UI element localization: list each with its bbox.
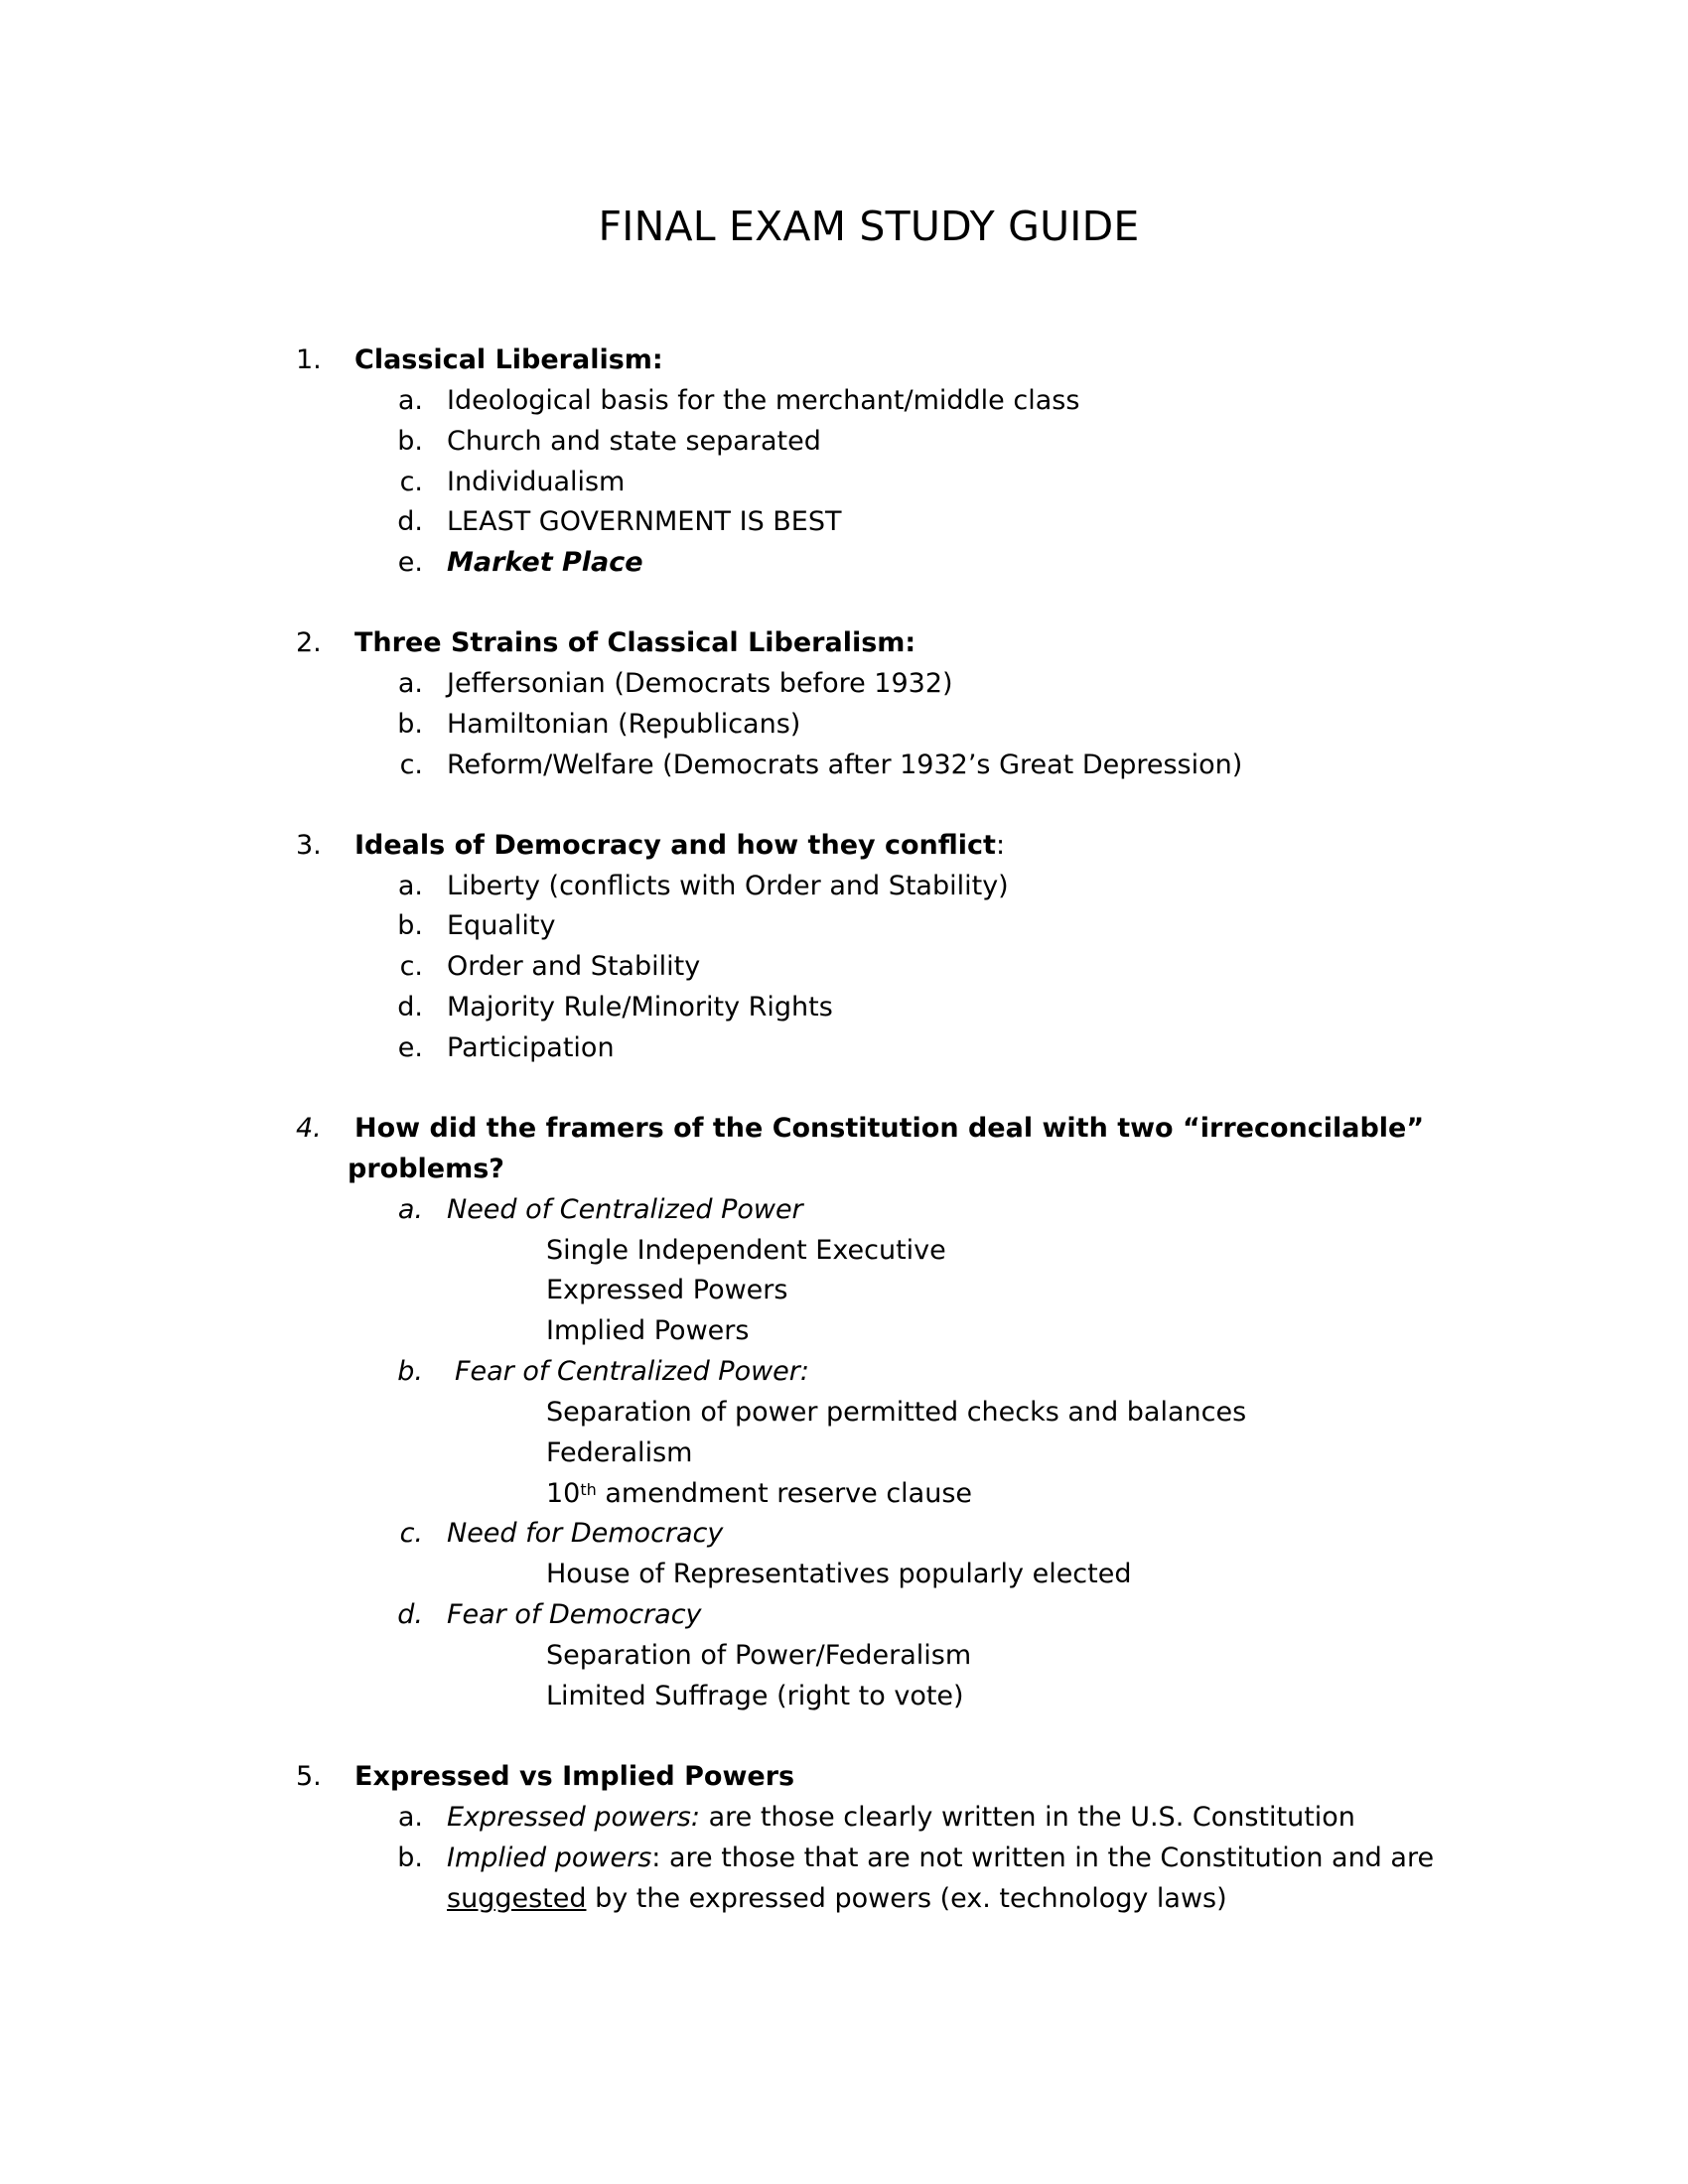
item-marker: a. xyxy=(397,668,423,699)
item-text xyxy=(546,1477,972,1511)
item-text: Church and state separated xyxy=(447,426,821,457)
section-heading: Three Strains of Classical Liberalism: xyxy=(354,627,916,658)
section-number: 5. xyxy=(296,1761,322,1792)
item-marker: a. xyxy=(397,385,423,416)
item-text-rest: amendment reserve clause xyxy=(596,1478,973,1509)
item-text xyxy=(447,1801,1355,1835)
section-heading-continued: problems? xyxy=(348,1154,504,1184)
item-text: Majority Rule/Minority Rights xyxy=(447,992,833,1023)
item-text: Fear of Democracy xyxy=(447,1599,702,1630)
item-marker: c. xyxy=(399,750,423,780)
item-marker: b. xyxy=(397,709,423,740)
item-text: Separation of power permitted checks and balances xyxy=(546,1397,1247,1428)
section-number: 3. xyxy=(296,830,322,861)
section-heading: Ideals of Democracy and how they conflict xyxy=(354,830,996,861)
item-text: Participation xyxy=(447,1032,615,1063)
item-marker: a. xyxy=(397,1194,423,1225)
heading-colon: : xyxy=(995,830,1006,861)
item-marker: b. xyxy=(397,1356,423,1387)
item-text: Reform/Welfare (Democrats after 1932’s Great Depression) xyxy=(447,750,1243,780)
item-text: Single Independent Executive xyxy=(546,1235,946,1266)
item-term: Implied powers xyxy=(447,1843,652,1873)
section-heading: How did the framers of the Constitution deal with two “irreconcilable” xyxy=(354,1113,1425,1144)
section-number: 2. xyxy=(296,627,322,658)
item-text: Need for Democracy xyxy=(447,1518,724,1549)
item-text: House of Representatives popularly elected xyxy=(546,1559,1132,1589)
item-marker: b. xyxy=(397,426,423,457)
item-marker: b. xyxy=(397,1843,423,1873)
page-title: FINAL EXAM STUDY GUIDE xyxy=(598,203,1140,250)
item-definition-rest: by the expressed powers (ex. technology laws) xyxy=(586,1883,1227,1914)
section-heading: Classical Liberalism: xyxy=(354,344,663,375)
item-marker: c. xyxy=(399,951,423,982)
item-marker: c. xyxy=(399,1518,423,1549)
item-text: Market Place xyxy=(447,547,643,578)
amendment-number: 10 xyxy=(546,1478,581,1509)
item-text: Limited Suffrage (right to vote) xyxy=(546,1681,964,1711)
section-heading: Expressed vs Implied Powers xyxy=(354,1761,795,1792)
section-number: 4. xyxy=(296,1113,322,1144)
item-marker: d. xyxy=(397,1599,423,1630)
item-text: Expressed Powers xyxy=(546,1275,788,1305)
item-marker: c. xyxy=(399,467,423,497)
item-text: Federalism xyxy=(546,1437,693,1468)
item-marker: a. xyxy=(397,871,423,901)
section-number: 1. xyxy=(296,344,322,375)
item-marker: d. xyxy=(397,506,423,537)
item-text: Order and Stability xyxy=(447,951,701,982)
item-text: Equality xyxy=(447,910,556,941)
item-text-continued xyxy=(447,1882,1227,1916)
ordinal-suffix: th xyxy=(580,1480,597,1499)
item-text: Ideological basis for the merchant/middle class xyxy=(447,385,1080,416)
item-text: LEAST GOVERNMENT IS BEST xyxy=(447,506,842,537)
item-text: Implied Powers xyxy=(546,1315,750,1346)
item-text xyxy=(447,1842,1434,1875)
item-marker: d. xyxy=(397,992,423,1023)
item-marker: e. xyxy=(397,1032,423,1063)
item-term: Expressed powers: xyxy=(447,1802,700,1833)
item-text: Individualism xyxy=(447,467,626,497)
section-heading-wrap xyxy=(354,829,1005,863)
item-text: Liberty (conflicts with Order and Stability) xyxy=(447,871,1009,901)
item-text: Separation of Power/Federalism xyxy=(546,1640,972,1671)
item-marker: a. xyxy=(397,1802,423,1833)
item-text: Fear of Centralized Power: xyxy=(455,1356,809,1387)
item-marker: e. xyxy=(397,547,423,578)
item-definition: : are those that are not written in the Constitution and are xyxy=(651,1843,1435,1873)
item-text: Need of Centralized Power xyxy=(447,1194,803,1225)
underlined-word: suggested xyxy=(447,1883,587,1914)
item-marker: b. xyxy=(397,910,423,941)
item-text: Jeffersonian (Democrats before 1932) xyxy=(447,668,953,699)
item-text: Hamiltonian (Republicans) xyxy=(447,709,801,740)
item-definition: are those clearly written in the U.S. Constitution xyxy=(699,1802,1355,1833)
